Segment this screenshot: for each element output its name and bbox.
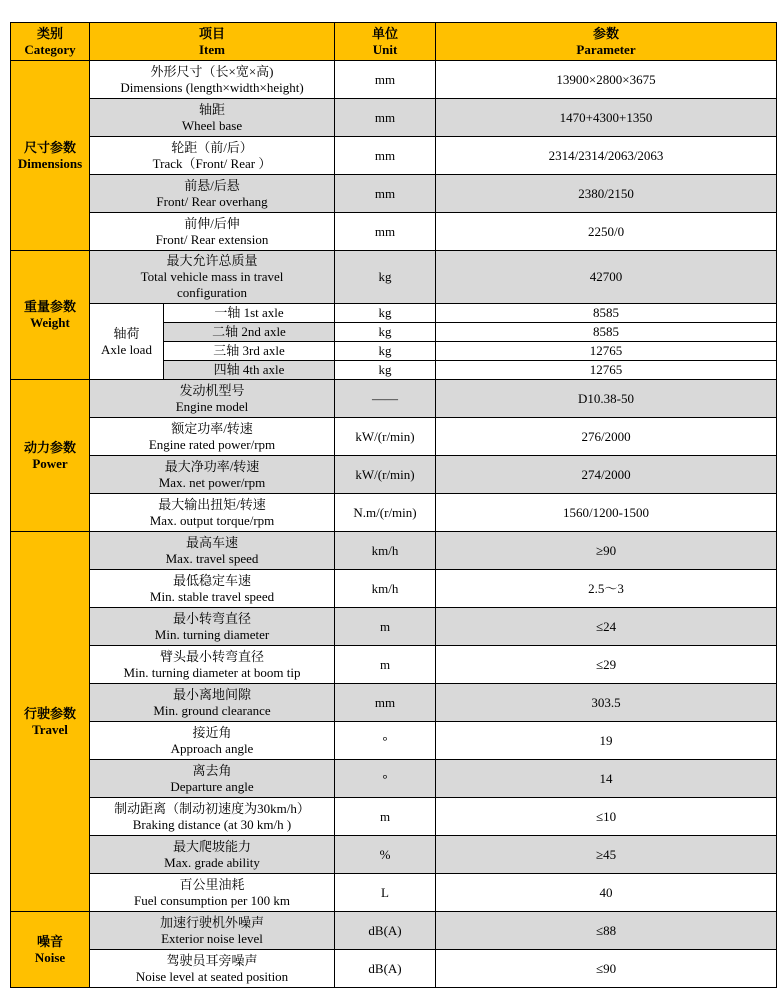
table-row: [11, 304, 777, 323]
category-noise: 噪音 Noise: [11, 912, 90, 988]
axle-label: 三轴 3rd axle: [164, 342, 335, 361]
item-cell: 最小转弯直径 Min. turning diameter: [90, 608, 335, 646]
item-cell: 接近角 Approach angle: [90, 722, 335, 760]
header-row: [11, 23, 777, 61]
unit-cell: km/h: [335, 532, 436, 570]
value-cell: 12765: [436, 361, 777, 380]
table-row: [11, 608, 777, 646]
table-row: [11, 418, 777, 456]
table-row: [11, 836, 777, 874]
table-row: [11, 61, 777, 99]
item-cell: 轮距（前/后） Track（Front/ Rear ）: [90, 137, 335, 175]
table-row: [11, 380, 777, 418]
item-cell: 额定功率/转速 Engine rated power/rpm: [90, 418, 335, 456]
value-cell: 19: [436, 722, 777, 760]
table-row: [11, 570, 777, 608]
unit-cell: L: [335, 874, 436, 912]
value-cell: 2250/0: [436, 213, 777, 251]
value-cell: ≥90: [436, 532, 777, 570]
table-row: [11, 912, 777, 950]
item-cell: 臂头最小转弯直径 Min. turning diameter at boom tip: [90, 646, 335, 684]
unit-cell: kW/(r/min): [335, 456, 436, 494]
value-cell: 12765: [436, 342, 777, 361]
item-cell: 轴距 Wheel base: [90, 99, 335, 137]
table-row: [11, 99, 777, 137]
table-row: [11, 494, 777, 532]
unit-cell: mm: [335, 61, 436, 99]
item-cell: 最小离地间隙 Min. ground clearance: [90, 684, 335, 722]
unit-cell: °: [335, 760, 436, 798]
value-cell: 2.5～3: [436, 570, 777, 608]
header-category: 类别 Category: [11, 23, 90, 61]
category-dimensions: 尺寸参数 Dimensions: [11, 61, 90, 251]
table-row: [11, 684, 777, 722]
unit-cell: %: [335, 836, 436, 874]
item-cell: 前伸/后伸 Front/ Rear extension: [90, 213, 335, 251]
unit-cell: dB(A): [335, 912, 436, 950]
value-cell: D10.38-50: [436, 380, 777, 418]
table-row: [11, 456, 777, 494]
item-cell: 最大爬坡能力 Max. grade ability: [90, 836, 335, 874]
value-cell: ≤24: [436, 608, 777, 646]
table-row: [11, 722, 777, 760]
unit-cell: m: [335, 798, 436, 836]
unit-cell: m: [335, 646, 436, 684]
unit-cell: ——: [335, 380, 436, 418]
category-travel: 行驶参数 Travel: [11, 532, 90, 912]
category-weight: 重量参数 Weight: [11, 251, 90, 380]
item-cell: 最大允许总质量 Total vehicle mass in travel configuration: [90, 251, 335, 304]
item-cell: 前悬/后悬 Front/ Rear overhang: [90, 175, 335, 213]
value-cell: 303.5: [436, 684, 777, 722]
value-cell: ≤88: [436, 912, 777, 950]
item-cell: 最大净功率/转速 Max. net power/rpm: [90, 456, 335, 494]
table-row: [11, 532, 777, 570]
value-cell: 1560/1200-1500: [436, 494, 777, 532]
item-cell: 百公里油耗 Fuel consumption per 100 km: [90, 874, 335, 912]
value-cell: ≤10: [436, 798, 777, 836]
table-row: [11, 137, 777, 175]
axle-load-label: 轴荷 Axle load: [90, 304, 164, 380]
unit-cell: km/h: [335, 570, 436, 608]
unit-cell: kg: [335, 361, 436, 380]
value-cell: 13900×2800×3675: [436, 61, 777, 99]
unit-cell: mm: [335, 684, 436, 722]
axle-label: 四轴 4th axle: [164, 361, 335, 380]
item-cell: 制动距离（制动初速度为30km/h） Braking distance (at 30 km/h ): [90, 798, 335, 836]
table-row: [11, 950, 777, 988]
item-cell: 最低稳定车速 Min. stable travel speed: [90, 570, 335, 608]
item-cell: 离去角 Departure angle: [90, 760, 335, 798]
value-cell: ≤90: [436, 950, 777, 988]
value-cell: 40: [436, 874, 777, 912]
category-power: 动力参数 Power: [11, 380, 90, 532]
unit-cell: kg: [335, 251, 436, 304]
value-cell: 274/2000: [436, 456, 777, 494]
value-cell: 2380/2150: [436, 175, 777, 213]
table-row: [11, 213, 777, 251]
unit-cell: kg: [335, 304, 436, 323]
value-cell: 1470+4300+1350: [436, 99, 777, 137]
value-cell: 276/2000: [436, 418, 777, 456]
table-row: [11, 798, 777, 836]
unit-cell: kW/(r/min): [335, 418, 436, 456]
unit-cell: mm: [335, 175, 436, 213]
unit-cell: kg: [335, 323, 436, 342]
header-unit: 单位 Unit: [335, 23, 436, 61]
unit-cell: mm: [335, 213, 436, 251]
value-cell: ≤29: [436, 646, 777, 684]
spec-table: [10, 22, 777, 988]
unit-cell: dB(A): [335, 950, 436, 988]
value-cell: 42700: [436, 251, 777, 304]
value-cell: ≥45: [436, 836, 777, 874]
table-row: [11, 251, 777, 304]
table-row: [11, 874, 777, 912]
item-cell: 驾驶员耳旁噪声 Noise level at seated position: [90, 950, 335, 988]
unit-cell: m: [335, 608, 436, 646]
value-cell: 2314/2314/2063/2063: [436, 137, 777, 175]
item-cell: 发动机型号 Engine model: [90, 380, 335, 418]
item-cell: 最高车速 Max. travel speed: [90, 532, 335, 570]
item-cell: 加速行驶机外噪声 Exterior noise level: [90, 912, 335, 950]
table-row: [11, 760, 777, 798]
unit-cell: N.m/(r/min): [335, 494, 436, 532]
header-parameter: 参数 Parameter: [436, 23, 777, 61]
item-cell: 外形尺寸（长×宽×高) Dimensions (length×width×height): [90, 61, 335, 99]
axle-label: 一轴 1st axle: [164, 304, 335, 323]
unit-cell: kg: [335, 342, 436, 361]
unit-cell: mm: [335, 99, 436, 137]
value-cell: 8585: [436, 304, 777, 323]
value-cell: 8585: [436, 323, 777, 342]
unit-cell: mm: [335, 137, 436, 175]
unit-cell: °: [335, 722, 436, 760]
axle-label: 二轴 2nd axle: [164, 323, 335, 342]
item-cell: 最大输出扭矩/转速 Max. output torque/rpm: [90, 494, 335, 532]
table-row: [11, 175, 777, 213]
table-row: [11, 646, 777, 684]
header-item: 项目 Item: [90, 23, 335, 61]
value-cell: 14: [436, 760, 777, 798]
